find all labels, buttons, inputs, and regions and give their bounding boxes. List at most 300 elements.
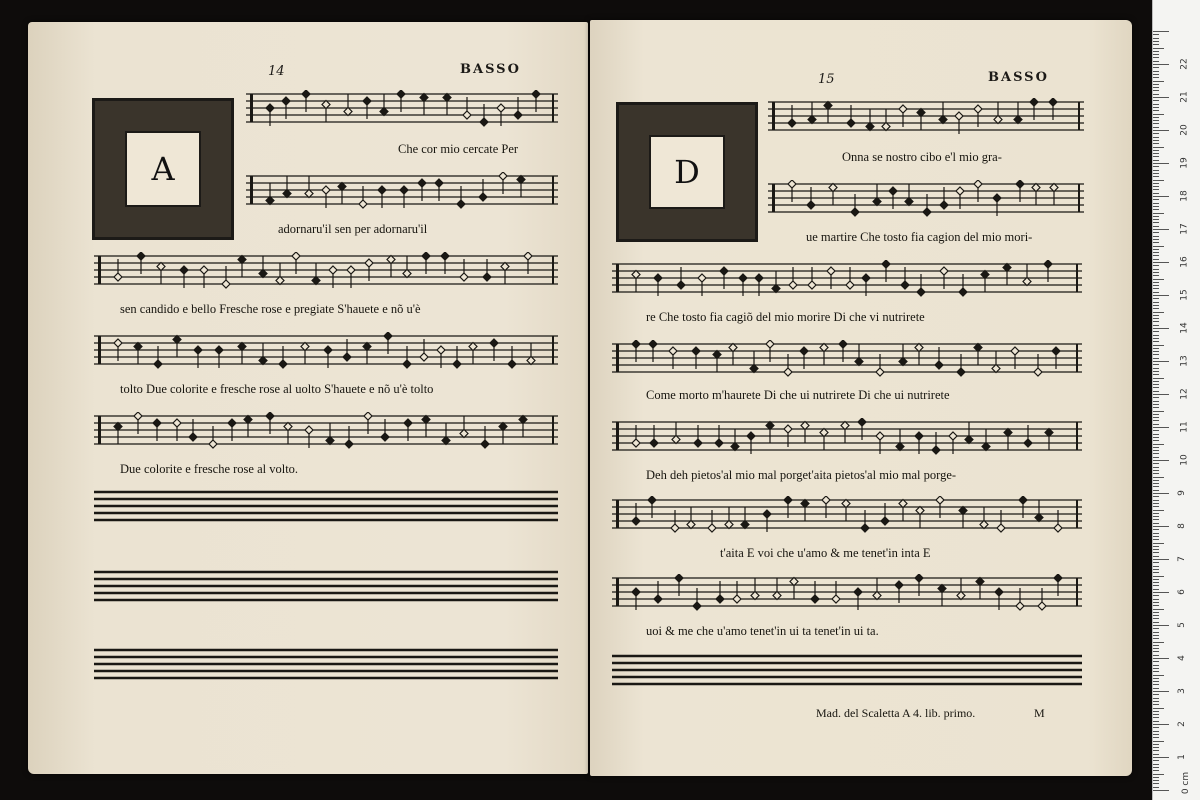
note-head — [305, 426, 313, 434]
ruler-tick — [1153, 440, 1159, 441]
note-head — [1030, 98, 1038, 106]
ruler-tick — [1153, 368, 1159, 369]
note-head — [329, 266, 337, 274]
note-head — [435, 179, 443, 187]
ruler-tick — [1153, 506, 1159, 507]
right-staff-6 — [612, 496, 1082, 536]
clef-mark — [250, 176, 253, 204]
ruler-number: 7 — [1176, 556, 1187, 562]
ruler-tick — [1153, 737, 1159, 738]
note-head — [790, 578, 798, 586]
note-head — [363, 97, 371, 105]
note-head — [687, 521, 695, 529]
note-head — [895, 581, 903, 589]
note-head — [420, 353, 428, 361]
note-head — [490, 339, 498, 347]
note-head — [283, 190, 291, 198]
ruler-tick — [1153, 282, 1159, 283]
left-empty-staff-1 — [94, 488, 558, 528]
note-head — [801, 500, 809, 508]
right-staff-5 — [612, 418, 1082, 458]
custos-mark — [1076, 578, 1078, 606]
note-head — [114, 423, 122, 431]
note-head — [800, 347, 808, 355]
ruler-tick — [1153, 602, 1159, 603]
ruler-tick — [1153, 414, 1159, 415]
ruler-tick — [1153, 704, 1159, 705]
ruler-tick — [1153, 252, 1159, 253]
left-part-label: BASSO — [460, 62, 521, 77]
ruler-tick — [1153, 391, 1159, 392]
ruler-tick — [1153, 642, 1164, 643]
initial-letter-d: D — [649, 135, 725, 209]
ruler-tick — [1153, 374, 1159, 375]
note-head — [899, 358, 907, 366]
right-staff-4 — [612, 340, 1082, 380]
ruler-tick — [1153, 516, 1159, 517]
ruler-tick — [1153, 38, 1159, 39]
initial-letter-a: A — [125, 131, 201, 207]
ruler-tick — [1153, 272, 1159, 273]
note-head — [1052, 347, 1060, 355]
ruler-tick — [1153, 77, 1159, 78]
ruler-number: 16 — [1179, 256, 1190, 268]
note-head — [698, 274, 706, 282]
ruler-tick — [1153, 153, 1159, 154]
ruler-tick — [1153, 675, 1164, 676]
ruler-tick — [1153, 249, 1159, 250]
note-head — [939, 116, 947, 124]
ruler-tick — [1153, 678, 1159, 679]
ruler-tick — [1153, 351, 1159, 352]
note-head — [959, 507, 967, 515]
ruler-tick — [1153, 615, 1159, 616]
note-head — [114, 339, 122, 347]
ruler-tick — [1153, 275, 1159, 276]
note-head — [244, 416, 252, 424]
ruler-tick — [1153, 120, 1159, 121]
ruler-tick — [1153, 595, 1159, 596]
signature-mark: M — [1034, 706, 1045, 720]
ruler-number: 2 — [1176, 721, 1187, 727]
note-head — [654, 274, 662, 282]
left-staff-1 — [246, 90, 558, 130]
ruler-tick — [1153, 618, 1159, 619]
note-head — [479, 193, 487, 201]
ruler-tick — [1153, 552, 1159, 553]
note-head — [1035, 514, 1043, 522]
note-head — [763, 510, 771, 518]
ruler-tick — [1153, 579, 1159, 580]
note-head — [773, 592, 781, 600]
ruler-tick — [1153, 318, 1159, 319]
ruler-number: 12 — [1179, 388, 1190, 400]
ruler-tick — [1153, 321, 1159, 322]
note-head — [519, 416, 527, 424]
ruler-tick — [1153, 163, 1169, 164]
clef-mark — [772, 184, 775, 212]
note-head — [189, 433, 197, 441]
note-head — [322, 101, 330, 109]
right-lyric-7: uoi & me che u'amo tenet'in ui ta tenet'in ui ta. — [646, 624, 879, 638]
note-head — [917, 288, 925, 296]
note-head — [266, 412, 274, 420]
ruler-tick — [1153, 754, 1159, 755]
ruler-number: 1 — [1176, 754, 1187, 760]
note-head — [305, 190, 313, 198]
ruler-number: 17 — [1179, 223, 1190, 235]
ruler-tick — [1153, 496, 1159, 497]
clef-mark — [98, 416, 101, 444]
ruler-tick — [1153, 576, 1164, 577]
ruler-tick — [1153, 147, 1164, 148]
ruler-tick — [1153, 209, 1159, 210]
note-head — [441, 252, 449, 260]
clef-mark — [772, 102, 775, 130]
note-head — [481, 440, 489, 448]
ruler-tick — [1153, 203, 1159, 204]
note-head — [846, 281, 854, 289]
right-lyric-4: Come morto m'haurete Di che ui nutrirete Di che ui nutrirete — [646, 388, 950, 402]
ruler-tick — [1153, 605, 1159, 606]
ruler-tick — [1153, 295, 1169, 296]
ruler-tick — [1153, 170, 1159, 171]
ruler-unit-label: 0 cm — [1181, 771, 1192, 795]
ruler-tick — [1153, 444, 1164, 445]
ruler-tick — [1153, 71, 1159, 72]
ruler-tick — [1153, 539, 1159, 540]
ruler-number: 3 — [1176, 688, 1187, 694]
note-head — [693, 602, 701, 610]
ruler-tick — [1153, 226, 1159, 227]
ruler-tick — [1153, 265, 1159, 266]
ruler-tick — [1153, 417, 1159, 418]
note-head — [974, 180, 982, 188]
ruler-tick — [1153, 246, 1164, 247]
note-head — [940, 267, 948, 275]
note-head — [905, 198, 913, 206]
ruler-tick — [1153, 628, 1159, 629]
ruler-tick — [1153, 510, 1164, 511]
ruler-tick — [1153, 407, 1159, 408]
ruler-tick — [1153, 711, 1159, 712]
note-head — [228, 419, 236, 427]
ruler-tick — [1153, 503, 1159, 504]
custos-mark — [1078, 102, 1080, 130]
decorated-initial-d — [616, 102, 758, 242]
ruler-tick — [1153, 345, 1164, 346]
note-head — [839, 340, 847, 348]
ruler-tick — [1153, 315, 1159, 316]
note-head — [134, 412, 142, 420]
note-head — [381, 433, 389, 441]
ruler-tick — [1153, 582, 1159, 583]
note-head — [380, 108, 388, 116]
note-head — [527, 357, 535, 365]
note-head — [200, 266, 208, 274]
note-head — [1045, 429, 1053, 437]
ruler-number: 9 — [1176, 490, 1187, 496]
ruler-tick — [1153, 622, 1159, 623]
ruler-tick — [1153, 397, 1159, 398]
note-head — [1044, 260, 1052, 268]
right-lyric-6: t'aita E voi che u'amo & me tenet'in inta E — [720, 546, 931, 560]
note-head — [469, 343, 477, 351]
note-head — [384, 332, 392, 340]
clef-mark — [616, 264, 619, 292]
ruler-tick — [1153, 387, 1159, 388]
note-head — [322, 186, 330, 194]
note-head — [302, 90, 310, 98]
ruler-tick — [1153, 724, 1169, 725]
ruler-tick — [1153, 470, 1159, 471]
ruler-tick — [1153, 394, 1169, 395]
note-head — [654, 595, 662, 603]
ruler-tick — [1153, 453, 1159, 454]
note-head — [995, 588, 1003, 596]
note-head — [1038, 602, 1046, 610]
note-head — [397, 90, 405, 98]
note-head — [755, 274, 763, 282]
ruler-tick — [1153, 259, 1159, 260]
note-head — [938, 585, 946, 593]
ruler-tick — [1153, 420, 1159, 421]
note-head — [715, 439, 723, 447]
ruler-tick — [1153, 411, 1164, 412]
ruler-tick — [1153, 61, 1159, 62]
note-head — [238, 343, 246, 351]
note-head — [932, 446, 940, 454]
ruler-tick — [1153, 764, 1159, 765]
note-head — [993, 194, 1001, 202]
note-head — [284, 423, 292, 431]
note-head — [854, 588, 862, 596]
ruler-tick — [1153, 216, 1159, 217]
note-head — [266, 197, 274, 205]
note-head — [959, 288, 967, 296]
ruler-tick — [1153, 519, 1159, 520]
ruler-tick — [1153, 84, 1159, 85]
ruler-tick — [1153, 140, 1159, 141]
ruler-tick — [1153, 262, 1169, 263]
note-head — [915, 344, 923, 352]
ruler-number: 10 — [1179, 454, 1190, 466]
ruler-tick — [1153, 529, 1159, 530]
note-head — [935, 361, 943, 369]
note-head — [766, 340, 774, 348]
ruler-tick — [1153, 638, 1159, 639]
note-head — [981, 271, 989, 279]
note-head — [855, 358, 863, 366]
ruler-tick — [1153, 741, 1164, 742]
ruler-tick — [1153, 780, 1159, 781]
note-head — [514, 111, 522, 119]
ruler-tick — [1153, 308, 1159, 309]
ruler-tick — [1153, 64, 1169, 65]
ruler-tick — [1153, 123, 1159, 124]
footer-text: Mad. del Scaletta A 4. lib. primo. — [816, 706, 976, 720]
note-head — [345, 440, 353, 448]
note-head — [238, 256, 246, 264]
left-staff-3 — [94, 252, 558, 292]
ruler-tick — [1153, 734, 1159, 735]
ruler-tick — [1153, 298, 1159, 299]
ruler-number: 19 — [1179, 157, 1190, 169]
ruler-tick — [1153, 770, 1159, 771]
custos-mark — [1076, 344, 1078, 372]
note-head — [750, 365, 758, 373]
ruler-tick — [1153, 285, 1159, 286]
ruler-tick — [1153, 57, 1159, 58]
ruler-tick — [1153, 625, 1169, 626]
right-lyric-5: Deh deh pietos'al mio mal porget'aita pietos'al mio mal porge- — [646, 468, 957, 482]
note-head — [784, 496, 792, 504]
ruler-tick — [1153, 279, 1164, 280]
note-head — [955, 112, 963, 120]
custos-mark — [1078, 184, 1080, 212]
note-head — [923, 208, 931, 216]
ruler-tick — [1153, 305, 1159, 306]
right-staff-7 — [612, 574, 1082, 614]
note-head — [997, 524, 1005, 532]
note-head — [422, 416, 430, 424]
note-head — [801, 422, 809, 430]
right-page — [590, 20, 1132, 776]
note-head — [847, 119, 855, 127]
note-head — [873, 592, 881, 600]
note-head — [483, 273, 491, 281]
decorated-initial-a — [92, 98, 234, 240]
ruler-tick — [1153, 358, 1159, 359]
ruler-tick — [1153, 54, 1159, 55]
ruler-tick — [1153, 467, 1159, 468]
ruler-tick — [1153, 94, 1159, 95]
ruler-tick — [1153, 457, 1159, 458]
note-head — [725, 521, 733, 529]
left-staff-2 — [246, 172, 558, 212]
note-head — [733, 595, 741, 603]
note-head — [692, 347, 700, 355]
ruler-tick — [1153, 721, 1159, 722]
ruler-tick — [1153, 196, 1169, 197]
custos-mark — [552, 256, 554, 284]
note-head — [532, 90, 540, 98]
ruler-tick — [1153, 681, 1159, 682]
note-head — [343, 353, 351, 361]
left-lyric-5: Due colorite e fresche rose al volto. — [120, 462, 299, 476]
custos-mark — [552, 94, 554, 122]
ruler-tick — [1153, 589, 1159, 590]
note-head — [974, 344, 982, 352]
ruler-tick — [1153, 483, 1159, 484]
ruler-tick — [1153, 691, 1169, 692]
note-head — [982, 443, 990, 451]
note-head — [807, 201, 815, 209]
ruler-tick — [1153, 239, 1159, 240]
note-head — [1050, 184, 1058, 192]
note-head — [713, 351, 721, 359]
note-head — [1023, 278, 1031, 286]
ruler-tick — [1153, 767, 1159, 768]
note-head — [677, 281, 685, 289]
note-head — [747, 432, 755, 440]
ruler-tick — [1153, 569, 1159, 570]
note-head — [731, 443, 739, 451]
left-empty-staff-3 — [94, 646, 558, 686]
note-head — [841, 422, 849, 430]
note-head — [344, 108, 352, 116]
ruler-tick — [1153, 328, 1169, 329]
note-head — [403, 360, 411, 368]
ruler-number: 20 — [1179, 124, 1190, 136]
clef-mark — [616, 422, 619, 450]
note-head — [784, 368, 792, 376]
note-head — [422, 252, 430, 260]
ruler-tick — [1153, 645, 1159, 646]
ruler-number: 5 — [1176, 622, 1187, 628]
note-head — [1014, 116, 1022, 124]
note-head — [820, 429, 828, 437]
note-head — [858, 418, 866, 426]
ruler-tick — [1153, 486, 1159, 487]
ruler-tick — [1153, 671, 1159, 672]
note-head — [994, 116, 1002, 124]
note-head — [675, 574, 683, 582]
ruler-tick — [1153, 437, 1159, 438]
note-head — [992, 365, 1000, 373]
note-head — [460, 273, 468, 281]
custos-mark — [1076, 422, 1078, 450]
note-head — [716, 595, 724, 603]
ruler-number: 15 — [1179, 289, 1190, 301]
ruler-tick — [1153, 361, 1169, 362]
note-head — [180, 266, 188, 274]
note-head — [363, 343, 371, 351]
note-head — [694, 439, 702, 447]
ruler-tick — [1153, 612, 1159, 613]
right-page-number: 15 — [818, 72, 835, 87]
note-head — [173, 336, 181, 344]
ruler-tick — [1153, 114, 1164, 115]
ruler-tick — [1153, 783, 1159, 784]
ruler-tick — [1153, 312, 1164, 313]
ruler-tick — [1153, 48, 1164, 49]
right-staff-1 — [768, 98, 1084, 138]
left-page-number: 14 — [268, 64, 285, 79]
note-head — [827, 267, 835, 275]
ruler-tick — [1153, 585, 1159, 586]
ruler-number: 14 — [1179, 322, 1190, 334]
note-head — [940, 201, 948, 209]
note-head — [632, 517, 640, 525]
note-head — [862, 274, 870, 282]
ruler-tick — [1153, 232, 1159, 233]
ruler-tick — [1153, 701, 1159, 702]
note-head — [789, 281, 797, 289]
note-head — [766, 422, 774, 430]
ruler-tick — [1153, 104, 1159, 105]
note-head — [915, 432, 923, 440]
note-head — [741, 521, 749, 529]
note-head — [292, 252, 300, 260]
ruler-tick — [1153, 717, 1159, 718]
note-head — [820, 344, 828, 352]
ruler-tick — [1153, 160, 1159, 161]
ruler-tick — [1153, 34, 1159, 35]
right-lyric-1: Onna se nostro cibo e'l mio gra- — [842, 150, 1002, 164]
note-head — [215, 346, 223, 354]
ruler-tick — [1153, 609, 1164, 610]
